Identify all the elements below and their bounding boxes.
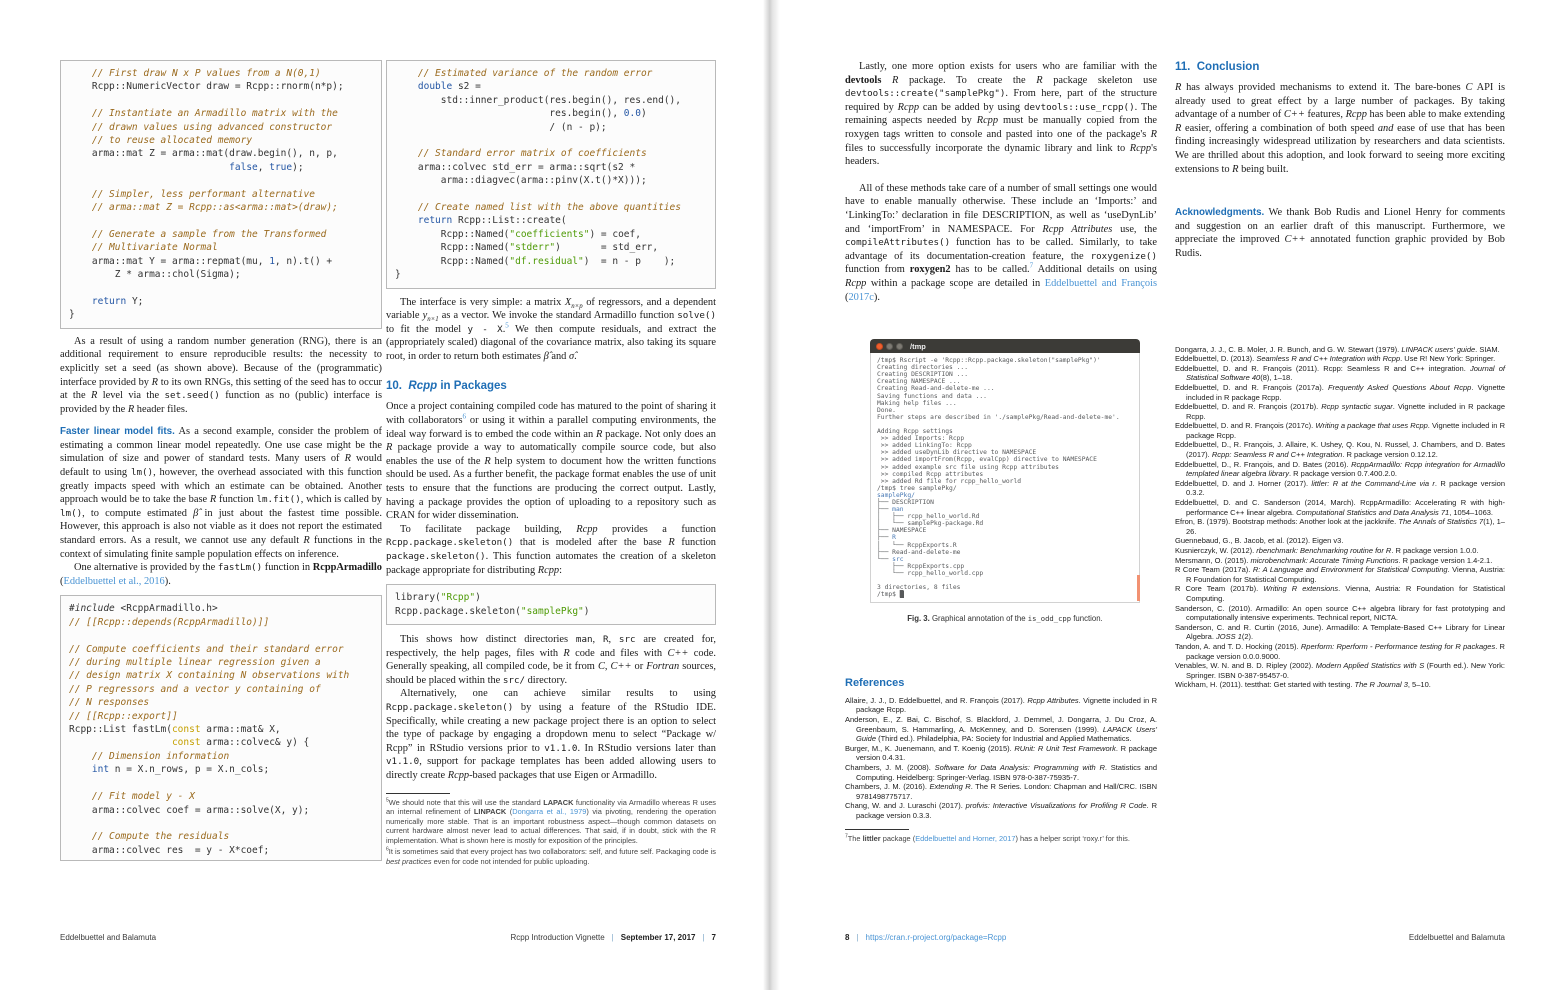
section-heading-packages: 10. Rcpp in Packages <box>386 380 507 393</box>
reference-item: Dongarra, J. J., C. B. Moler, J. R. Bunch, and G. W. Stewart (1979). LINPACK users' guide. SIAM. <box>1175 344 1500 354</box>
reference-item: Chambers, J. M. (2008). Software for Data Analysis: Programming with R. Statistics and Computing. Heidelberg: Springer-Verlag. ISBN 978-0-387-75935-7. <box>845 763 1157 782</box>
terminal-window-title: /tmp <box>910 341 926 351</box>
paragraph-once-project: Once a project containing compiled code has matured to the point of sharing it with collaborators$^6$ or using it within a parallel computing environments, the ideal way forward is to embed the code within an R package. Not only does an R package provide a way to automatically compile source code, but also enables the use of the R help system to document how the written functions should be used. As a further benefit, the package format enables the use of unit tests to ensure that the functions are producing the correct output. Lastly, having a package provides the option of uploading to a repository such as CRAN for wider dissemination. <box>386 401 717 522</box>
paragraph-alternatively: Alternatively, one can achieve similar results to using Rcpp.package.skeleton() by using a feature of the RStudio IDE. Specifically, while creating a new package project there is an option to select the type of package by engaging a dropdown menu to select “Package w/ Rcpp” in RStudio versions prior to v1.1.0. In RStudio versions later than v1.1.0, support for package templates has been added allowing users to directly create Rcpp-based packages that use Eigen or Armadillo. <box>386 688 716 781</box>
inline-heading-faster-fits: Faster linear model fits. <box>60 426 175 438</box>
reference-item: Kusnierczyk, W. (2012). rbenchmark: Benchmarking routine for R. R package version 1.0.0. <box>1175 546 1479 555</box>
footnote-rule <box>845 829 909 830</box>
footer-separator: | <box>702 933 705 942</box>
footer-authors: Eddelbuettel and Balamuta <box>1408 933 1505 942</box>
reference-item: Anderson, E., Z. Bai, C. Bischof, S. Blackford, J. Demmel, J. Dongarra, J. Du Croz, A. Greenbaum, S. Hammarling, A. McKenney, and D. Sorensen (1999). LAPACK Users' Guide (Third ed.). Philadelphia, PA: Society for Industrial and Applied Mathematics. <box>845 715 1157 744</box>
paragraph-faster-fits-text: As a second example, consider the problem of estimating a common linear model repeatedly. One use case might be the simulation of size and power of standard tests. Many users of R would default to using lm(), however, the overhead associated with this function greatly impacts speed with which an estimate can be obtained. Another approach would be to take the base R function lm.fit(), which is called by lm(), to compute estimated β̂ in just about the fastest time possible. However, this approach is also not viable as it does not report the estimated standard errors. As a result, we cannot use any default R functions in the context of simulating finite sample population effects on inference. <box>60 426 382 560</box>
reference-item: Eddelbuettel, D. and J. Horner (2017). littler: R at the Command-Line via r. R package version 0.3.2. <box>1175 478 1505 498</box>
paragraph-rng: As a result of using a random number generation (RNG), there is an additional requirement to ensure reproducible results: the necessity to explicitly set a seed (as shown above). Because of the (programmatic) interface provided by R to its own RNGs, this setting of the seed has to occur at the R level via the set.seed() function as no (public) interface is provided by the R header files. <box>60 335 383 415</box>
footer-separator: | <box>611 933 614 942</box>
references-list-left <box>845 696 1157 821</box>
paragraph-lastly-devtools: Lastly, one more option exists for users who are familiar with the devtools R package. To create the R package skeleton use devtools::create("samplePkg"). From here, part of the structure required by Rcpp can be added by using devtools::use_rcpp(). The remaining aspects needed by Rcpp must be manually copied from the roxygen tags written to console and pasted into one of the package's R files to successfully incorporate the dynamic library and link to Rcpp's headers. <box>845 61 1158 168</box>
footer-page-number: 7 <box>711 933 716 942</box>
footer-right <box>511 933 716 942</box>
page-8 <box>780 0 1546 990</box>
references-list-right <box>1175 345 1505 690</box>
reference-item: Venables, W. N. and B. D. Ripley (2002). Modern Applied Statistics with S (Fourth ed.). New York: Springer. ISBN 0-387-95457-0. <box>1175 661 1505 680</box>
code-block-mvrnorm: // First draw N x P values from a N(0,1) Rcpp::NumericVector draw = Rcpp::rnorm(n*p); // Instantiate an Armadillo matrix with the // drawn values using advanced constructor // to reuse allocated memory arma::mat Z = arma::mat(draw.begin(), n, p, false, true); // Simpler, less performant alternative // arma::mat Z = Rcpp::as<arma::mat>(draw); // Generate a sample from the Transformed // Multivariate Normal arma::mat Y = arma::repmat(mu, 1, n).t() + Z * arma::chol(Sigma); return Y; } <box>60 60 382 329</box>
page8-footer <box>845 933 1505 942</box>
page-gutter-shadow <box>763 0 780 990</box>
reference-item: Allaire, J. J., D. Eddelbuettel, and R. François (2017). Rcpp Attributes. Vignette included in R package Rcpp. <box>845 695 1158 715</box>
inline-heading-acknowledgments: Acknowledgments. <box>1175 207 1265 219</box>
paragraph-alternative: One alternative is provided by the fastLm() function in RcppArmadillo (Eddelbuettel et al., 2016). <box>60 562 382 587</box>
reference-item: Sanderson, C. (2010). Armadillo: An open source C++ algebra library for fast prototyping and computationally intensive experiments. Technical report, NICTA. <box>1175 603 1505 623</box>
paragraph-shows-directories: This shows how distinct directories man, R, src are created for, respectively, the help pages, files with R code and files with C++ code. Generally speaking, all compiled code, be it from C, C++ or Fortran sources, should be placed within the src/ directory. <box>386 634 717 686</box>
page-7 <box>0 0 766 990</box>
paragraph-conclusion: R has always provided mechanisms to extend it. The bare-bones C API is already used to great effect by a large number of packages. By taking advantage of a number of C++ features, Rcpp has been able to make extending R easier, offering a combination of both speed and ease of use that has been finding increasingly widespread utilization by researchers and data scientists. We are thrilled about this adoption, and look forward to seeing more exciting extensions to R being built. <box>1175 82 1506 175</box>
reference-item: Tandon, A. and T. D. Hocking (2015). Rperform: Rperform - Performance testing for R packages. R package version 0.0.0.9000. <box>1175 641 1505 661</box>
footer-package-url[interactable]: https://cran.r-project.org/package=Rcpp <box>865 933 1007 942</box>
footnote-5: $^5$We should note that this will use the standard LAPACK functionality via Armadillo whereas R uses an internal refinement of LINPACK (Dongarra et al., 1979) via pivoting, rendering the operation numerically more stable. That is an important robustness aspect—though common datasets on current hardware almost never lead to actual differences. That said, if in doubt, stick with the R implementation. What is shown here is mostly for exposition of the principles. <box>386 797 717 845</box>
reference-item: Eddelbuettel, D. and R. François (2017c). Writing a package that uses Rcpp. Vignette included in R package Rcpp. <box>1175 421 1505 440</box>
reference-item: Eddelbuettel, D., R. François, J. Allaire, K. Ushey, Q. Kou, N. Russel, J. Chambers, and D. Bates (2017). Rcpp: Seamless R and C++ Integration. R package version 0.12.12. <box>1175 440 1505 460</box>
paragraph-interface: The interface is very simple: a matrix $X_{n\times p}$ of regressors, and a dependent variable $y_{n\times 1}$ as a vector. We invoke the standard Armadillo function solve() to fit the model y - X.$^5$ We then compute residuals, and extract the (appropriately scaled) diagonal of the covariance matrix, also taking its square root, in order to return both estimates β̂ and σ̂. <box>386 296 716 362</box>
annotation-cursor-line <box>1137 575 1140 601</box>
reference-item: Guennebaud, G., B. Jacob, et al. (2012). Eigen v3. <box>1175 536 1344 546</box>
reference-item: Eddelbuettel, D. and R. François (2011). Rcpp: Seamless R and C++ integration. Journal of Statistical Software 40(8), 1–18. <box>1175 363 1506 383</box>
code-block-skeleton: library("Rcpp") Rcpp.package.skeleton("samplePkg") <box>386 584 716 625</box>
terminal-output: /tmp$ Rscript -e 'Rcpp::Rcpp.package.skeleton("samplePkg")' Creating directories ... Creating DESCRIPTION ... Creating NAMESPACE ... Creating Read-and-delete-me ... Saving functions and data ... Making help files ... Done. Further steps are described in './samplePkg/Read-and-delete-me'. Adding Rcpp settings >> added Imports: Rcpp >> added LinkingTo: Rcpp >> added useDynLib directive to NAMESPACE >> added importFrom(Rcpp, evalCpp) directive to NAMESPACE >> added example src file using Rcpp attributes >> compiled Rcpp attributes >> added Rd file for rcpp_hello_world /tmp$ tree samplePkg/ samplePkg/ ├── DESCRIPTION ├── man │ ├── rcpp_hello_world.Rd │ └── samplePkg-package.Rd ├── NAMESPACE ├── R │ └── RcppExports.R ├── Read-and-delete-me └── src ├── RcppExports.cpp └── rcpp_hello_world.cpp 3 directories, 8 files /tmp$ █ <box>870 353 1140 603</box>
reference-item: Mersmann, O. (2015). microbenchmark: Accurate Timing Functions. R package version 1.4-2.1. <box>1175 555 1493 565</box>
references-heading: References <box>845 676 905 689</box>
footer-left <box>845 933 1006 942</box>
acknowledgments-text: We thank Bob Rudis and Lionel Henry for comments and suggestion on an earlier draft of this manuscript. Furthermore, we appreciate the improved C++ annotated function graphic provided by Bob Rudis. <box>1175 207 1505 259</box>
close-button-icon[interactable] <box>876 343 883 350</box>
page8-column-right <box>1175 60 1505 690</box>
reference-item: Eddelbuettel, D. (2013). Seamless R and C++ Integration with Rcpp. Use R! New York: Springer. <box>1175 354 1496 364</box>
reference-item: Sanderson, C. and R. Curtin (2016, June). Armadillo: A Template-Based C++ Library for Linear Algebra. JOSS 1(2). <box>1175 622 1505 642</box>
paragraph-facilitate: To facilitate package building, Rcpp provides a function Rcpp.package.skeleton() that is modeled after the base R function package.skeleton(). This function automates the creation of a skeleton package appropriate for distributing Rcpp: <box>386 523 716 576</box>
terminal-screenshot <box>870 339 1140 603</box>
figure-3-caption: Fig. 3. Graphical annotation of the is_odd_cpp function. <box>907 614 1103 624</box>
footnote-6: $^6$It is sometimes said that every project has two collaborators: self, and future self. Packaging code is best practices even for code not intended for public uploading. <box>386 846 716 866</box>
footnote-7: $^7$The littler package (Eddelbuettel and Horner, 2017) has a helper script ‘roxy.r’ for this. <box>845 833 1130 843</box>
reference-item: R Core Team (2017a). R: A Language and Environment for Statistical Computing. Vienna, Austria: R Foundation for Statistical Computing. <box>1175 565 1505 584</box>
reference-item: Chambers, J. M. (2016). Extending R. The R Series. London: Chapman and Hall/CRC. ISBN 9781498775717. <box>845 782 1157 801</box>
footer-vignette-title: Rcpp Introduction Vignette <box>510 933 605 942</box>
reference-item: Efron, B. (1979). Bootstrap methods: Another look at the jackknife. The Annals of Statistics 7(1), 1–26. <box>1175 517 1505 536</box>
reference-item: Eddelbuettel, D. and C. Sanderson (2014, March). RcppArmadillo: Accelerating R with high-performance C++ linear algebra. Computational Statistics and Data Analysis 71, 1054–1063. <box>1175 498 1505 517</box>
reference-item: Wickham, H. (2011). testthat: Get started with testing. The R Journal 3, 5–10. <box>1175 680 1431 690</box>
code-block-fastlm: #include <RcppArmadillo.h> // [[Rcpp::depends(RcppArmadillo)]] // Compute coefficients and their standard error // during multiple linear regression given a // design matrix X containing N observations with // P regressors and a vector y containing of // N responses // [[Rcpp::export]] Rcpp::List fastLm(const arma::mat& X, const arma::colvec& y) { // Dimension information int n = X.n_rows, p = X.n_cols; // Fit model y - X arma::colvec coef = arma::solve(X, y); // Compute the residuals arma::colvec res = y - X*coef; <box>60 595 382 861</box>
paragraph-all-methods: All of these methods take care of a number of small settings one would have to enable manually otherwise. These include an ‘Imports:’ and ‘LinkingTo:’ declaration in file DESCRIPTION, as well as ‘useDynLib’ and ‘importFrom’ in NAMESPACE. For Rcpp Attributes use, the compileAttributes() function has to be called. Similarly, to take advantage of its documentation-creation feature, the roxygenize() function from roxygen2 has to be called.$^7$ Additional details on using Rcpp within a package scope are detailed in Eddelbuettel and François (2017c). <box>845 182 1157 303</box>
page7-column-left <box>60 60 382 861</box>
reference-item: Chang, W. and J. Luraschi (2017). profvis: Interactive Visualizations for Profiling R Code. R package version 0.3.3. <box>845 801 1157 820</box>
maximize-button-icon[interactable] <box>896 343 903 350</box>
reference-item: Eddelbuettel, D. and R. François (2017a). Frequently Asked Questions About Rcpp. Vignette included in R package Rcpp. <box>1175 382 1506 402</box>
page8-column-left <box>845 60 1157 845</box>
reference-item: Burger, M., K. Juenemann, and T. Koenig (2015). RUnit: R Unit Test Framework. R package version 0.4.31. <box>845 743 1157 763</box>
footer-authors: Eddelbuettel and Balamuta <box>60 933 157 942</box>
paragraph-acknowledgments <box>1175 206 1505 260</box>
footnote-rule <box>386 793 450 794</box>
terminal-titlebar <box>870 339 1140 353</box>
reference-item: Eddelbuettel, D. and R. François (2017b). Rcpp syntactic sugar. Vignette included in R package Rcpp. <box>1175 402 1505 421</box>
footer-page-number: 8 <box>845 933 850 942</box>
page7-footer <box>60 933 716 942</box>
code-block-fastlm-continued: // Estimated variance of the random error double s2 = std::inner_product(res.begin(), res.end(), res.begin(), 0.0) / (n - p); // Standard error matrix of coefficients arma::colvec std_err = arma::sqrt(s2 * arma::diagvec(arma::pinv(X.t()*X))); // Create named list with the above quantities return Rcpp::List::create( Rcpp::Named("coefficients") = coef, Rcpp::Named("stderr") = std_err, Rcpp::Named("df.residual") = n - p ); } <box>386 60 716 289</box>
paragraph-faster-fits <box>60 425 382 561</box>
reference-item: Eddelbuettel, D., R. François, and D. Bates (2016). RcppArmadillo: Rcpp integration for Armadillo templated linear algebra library. R package version 0.7.400.2.0. <box>1175 459 1505 479</box>
section-heading-conclusion: 11. Conclusion <box>1175 61 1260 73</box>
footer-date: September 17, 2017 <box>620 933 696 942</box>
reference-item: R Core Team (2017b). Writing R extensions. Vienna, Austria: R Foundation for Statistical Computing. <box>1175 584 1505 603</box>
page7-column-right <box>386 60 716 868</box>
minimize-button-icon[interactable] <box>886 343 893 350</box>
footer-separator: | <box>856 933 859 942</box>
